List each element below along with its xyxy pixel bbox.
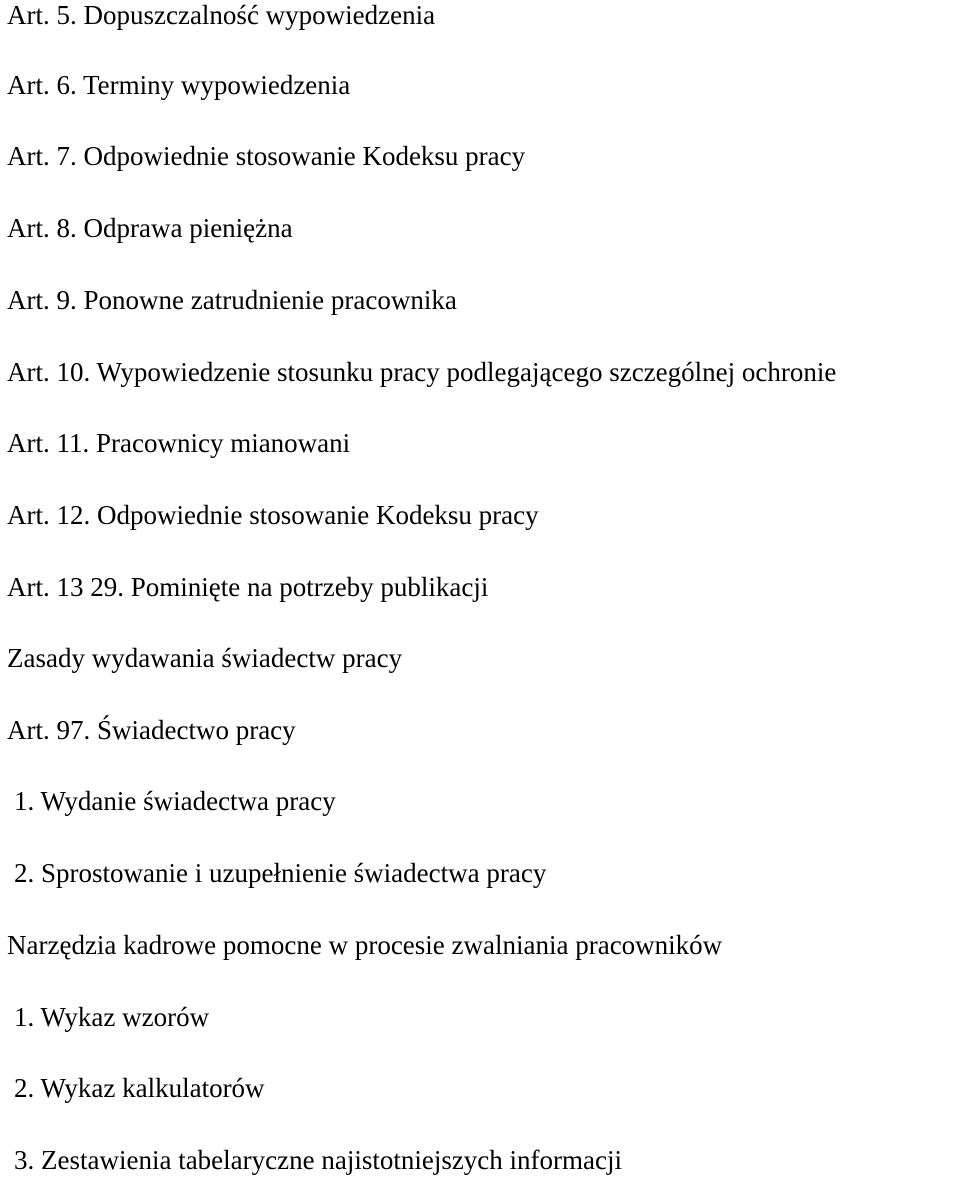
- toc-entry-art-8: Art. 8. Odprawa pieniężna: [7, 213, 293, 243]
- toc-entry-art-9: Art. 9. Ponowne zatrudnienie pracownika: [7, 285, 457, 315]
- toc-entry-art-97: Art. 97. Świadectwo pracy: [7, 715, 296, 745]
- toc-subentry: 3. Zestawienia tabelaryczne najistotniejszych informacji: [14, 1145, 623, 1175]
- toc-subentry: 1. Wykaz wzorów: [14, 1002, 210, 1032]
- toc-entry-art-12: Art. 12. Odpowiednie stosowanie Kodeksu pracy: [7, 500, 539, 530]
- toc-entry-art-7: Art. 7. Odpowiednie stosowanie Kodeksu pracy: [7, 141, 526, 171]
- toc-section-heading: Narzędzia kadrowe pomocne w procesie zwalniania pracowników: [7, 930, 723, 960]
- toc-subentry: 2. Sprostowanie i uzupełnienie świadectwa pracy: [14, 858, 547, 888]
- toc-entry-art-6: Art. 6. Terminy wypowiedzenia: [7, 70, 351, 100]
- toc-subentry: 1. Wydanie świadectwa pracy: [14, 786, 336, 816]
- toc-entry-art-11: Art. 11. Pracownicy mianowani: [7, 428, 351, 458]
- toc-subentry: 2. Wykaz kalkulatorów: [14, 1073, 265, 1103]
- toc-entry-art-13-29: Art. 13 29. Pominięte na potrzeby publikacji: [7, 572, 489, 602]
- toc-entry-art-5: Art. 5. Dopuszczalność wypowiedzenia: [7, 0, 436, 30]
- toc-entry-art-10: Art. 10. Wypowiedzenie stosunku pracy podlegającego szczególnej ochronie: [7, 357, 837, 387]
- toc-section-heading: Zasady wydawania świadectw pracy: [7, 643, 403, 673]
